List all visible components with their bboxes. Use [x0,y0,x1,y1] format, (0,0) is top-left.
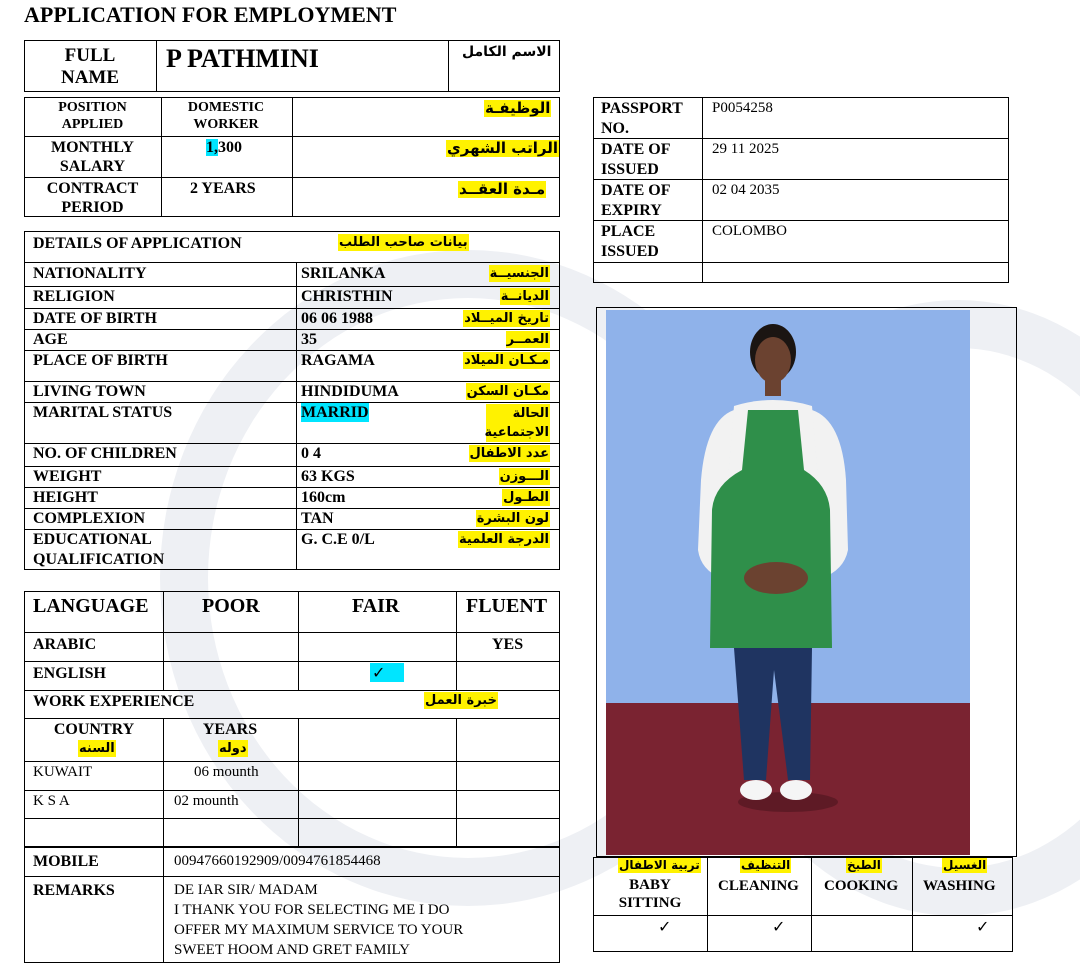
detail-label: HEIGHT [33,489,98,506]
years-header-arabic: دوله [219,741,247,756]
skill-cleaning-label: CLEANING [718,878,799,894]
full-name-label: FULL NAME [60,45,120,88]
skill-washing-check: ✓ [976,917,990,936]
detail-label: MARITAL STATUS [33,404,173,421]
skill-babysitting-label: BABY SITTING [618,877,682,911]
details-label: DETAILS OF APPLICATION [33,235,242,252]
passport-no-value: P0054258 [712,100,773,116]
fair-header: FAIR [352,595,400,617]
detail-arabic: مـكـان الميلاد [464,353,549,368]
remarks-line-4: SWEET HOOM AND GRET FAMILY [174,942,411,958]
detail-arabic: مكـان السكن [466,384,549,399]
place-issued-label: PLACE ISSUED [601,223,659,260]
skill-babysitting-arabic: تربية الاطفال [619,858,700,872]
issue-date-value: 29 11 2025 [712,141,779,157]
exp-years-2: 02 mounth [174,793,239,809]
skill-cleaning-arabic: التنظيف [741,858,791,872]
full-name-arabic: الاسم الكامل [462,44,552,60]
country-header-arabic: السنه [79,741,115,756]
detail-arabic: لون البشرة [476,511,549,526]
detail-arabic: الـــوزن [499,469,549,484]
mobile-label: MOBILE [33,853,99,870]
position-label: POSITION APPLIED [58,100,127,132]
detail-value: G. C.E 0/L [301,531,375,548]
issue-date-label: DATE OF ISSUED [601,141,670,178]
remarks-line-1: DE IAR SIR/ MADAM [174,882,318,898]
work-experience-label: WORK EXPERIENCE [33,693,195,710]
skill-cooking-label: COOKING [824,878,899,894]
skill-babysitting-check: ✓ [658,917,672,936]
detail-label: EDUCATIONAL QUALIFICATION [33,531,165,568]
page-title: APPLICATION FOR EMPLOYMENT [24,2,397,27]
skill-washing-label: WASHING [923,878,996,894]
detail-label: RELIGION [33,288,115,305]
position-arabic: الوظيفـة [485,99,551,117]
detail-value: TAN [301,510,334,527]
detail-arabic: الحالة الاجتماعية [484,406,549,440]
detail-label: AGE [33,331,68,348]
detail-label: DATE OF BIRTH [33,310,157,327]
country-header: COUNTRY [53,721,135,738]
passport-no-label: PASSPORT NO. [601,100,683,137]
skill-washing-arabic: الغسيل [943,858,987,872]
contract-arabic: مـدة العقــد [459,180,546,198]
english-fair-check: ✓ [370,663,404,682]
place-issued-value: COLOMBO [712,223,788,239]
detail-value: SRILANKA [301,265,386,282]
detail-value: 35 [301,331,317,348]
skill-cleaning-check: ✓ [772,917,786,936]
full-name-value: P PATHMINI [166,44,319,73]
detail-value: CHRISTHIN [301,288,393,305]
remarks-line-3: OFFER MY MAXIMUM SERVICE TO YOUR [174,922,464,938]
arabic-fluent: YES [492,636,524,653]
position-value: DOMESTIC WORKER [187,100,265,132]
contract-label: CONTRACT PERIOD [46,180,139,216]
skill-cooking-arabic: الطبخ [847,858,881,872]
poor-header: POOR [202,595,260,617]
expiry-date-value: 02 04 2035 [712,182,780,198]
detail-arabic: الطـول [503,490,549,505]
detail-label: LIVING TOWN [33,383,146,400]
salary-arabic: الراتب الشهري [447,139,558,157]
mobile-value: 00947660192909/0094761854468 [174,853,381,869]
detail-value: MARRID [301,404,369,421]
fluent-header: FLUENT [466,595,548,617]
exp-country-2: K S A [33,793,70,809]
detail-value: HINDIDUMA [301,383,399,400]
detail-label: NO. OF CHILDREN [33,445,177,462]
detail-arabic: تاريخ الميــلاد [464,311,549,326]
detail-value: 06 06 1988 [301,310,373,327]
detail-value: RAGAMA [301,352,375,369]
work-experience-arabic: خبرة العمل [425,693,497,708]
salary-value [206,138,242,157]
detail-arabic: الدرجة العلمية [459,532,549,547]
detail-arabic: الديانــة [500,289,549,304]
salary-value-rest: 300 [218,139,242,156]
detail-value: 160cm [301,489,346,506]
detail-label: NATIONALITY [33,265,147,282]
detail-label: WEIGHT [33,468,102,485]
detail-label: PLACE OF BIRTH [33,352,168,369]
years-header: YEARS [202,721,258,738]
exp-country-1: KUWAIT [33,764,93,780]
exp-years-1: 06 mounth [194,764,259,780]
details-arabic: بيانات صاحب الطلب [339,235,468,250]
salary-label: MONTHLY SALARY [51,139,134,175]
salary-value-highlight: 1, [206,139,218,156]
detail-arabic: عدد الاطفال [469,446,549,461]
expiry-date-label: DATE OF EXPIRY [601,182,670,219]
detail-arabic: الجنسيــة [489,266,549,281]
language-header: LANGUAGE [33,595,149,617]
detail-label: COMPLEXION [33,510,145,527]
remarks-label: REMARKS [33,882,115,899]
language-arabic: ARABIC [33,636,97,653]
remarks-line-2: I THANK YOU FOR SELECTING ME I DO [174,902,450,918]
detail-value: 0 4 [301,445,321,462]
contract-value: 2 YEARS [190,180,256,197]
language-english: ENGLISH [33,665,106,682]
detail-value: 63 KGS [301,468,355,485]
applicant-photo [606,310,970,855]
language-box [24,591,560,847]
detail-arabic: العمــر [506,332,549,347]
